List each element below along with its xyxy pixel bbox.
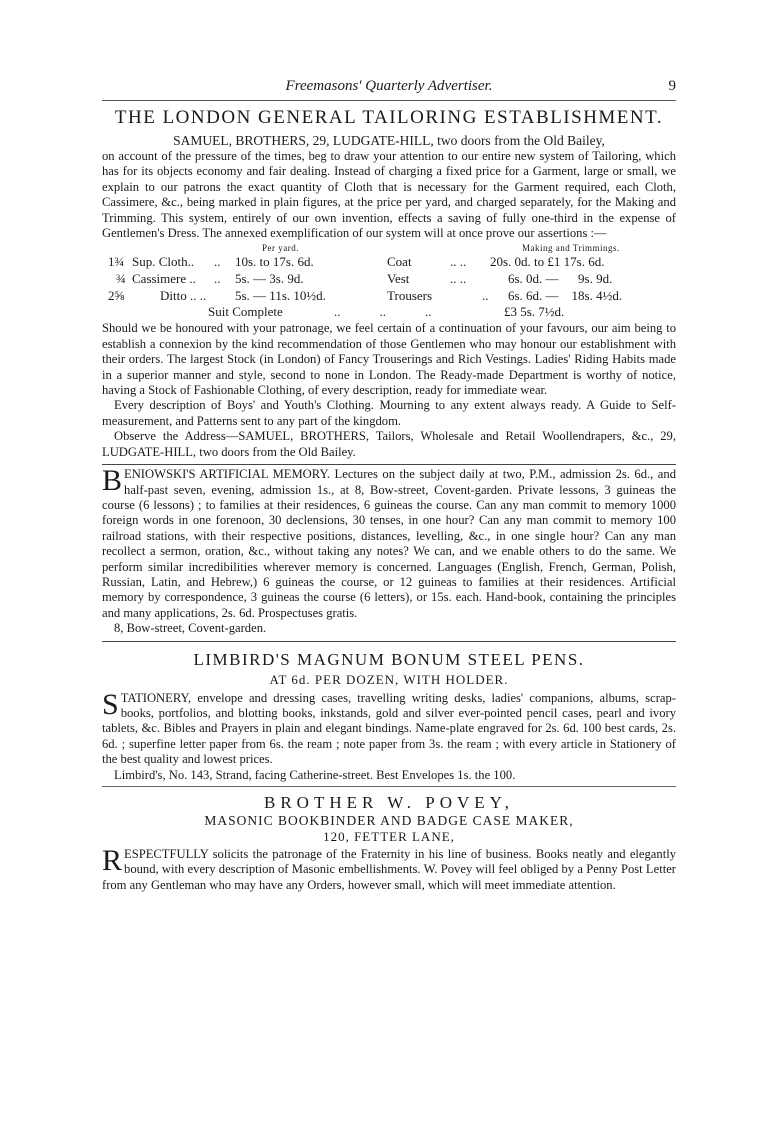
tailoring-title: THE LONDON GENERAL TAILORING ESTABLISHMENT.: [114, 107, 664, 128]
bookbinder-address: 120, FETTER LANE,: [323, 829, 455, 844]
row1-price: 10s. to 17s. 6d.: [235, 254, 314, 270]
pens-title: LIMBIRD'S MAGNUM BONUM STEEL PENS.: [193, 649, 585, 669]
row1-garment: Coat: [387, 254, 412, 270]
memory-dropcap: B: [102, 464, 123, 498]
memory-advert: [102, 464, 676, 636]
suit-label: Suit Complete: [208, 304, 283, 320]
row2-dots: ..: [214, 271, 221, 287]
running-header: [102, 78, 676, 101]
bookbinder-dropcap: R: [102, 844, 123, 877]
price-table: [102, 243, 676, 320]
row1-cloth: Sup. Cloth..: [132, 254, 195, 270]
row1-dots2: .. ..: [450, 254, 467, 270]
divider: [102, 641, 676, 642]
row1-qty: 1¾: [108, 254, 125, 270]
row3-qty: 2⅝: [108, 288, 125, 304]
row2-qty: ¾: [116, 271, 126, 287]
row2-garment: Vest: [387, 271, 410, 287]
row3-price: 5s. — 11s. 10½d.: [235, 288, 326, 304]
suit-dots: .. .. ..: [334, 304, 432, 320]
row3-cloth: Ditto .. ..: [160, 288, 207, 304]
pens-advert: [102, 650, 676, 783]
bookbinder-subtitle: MASONIC BOOKBINDER AND BADGE CASE MAKER,: [204, 813, 574, 828]
tailoring-intro: on account of the pressure of the times, beg to draw your attention to our entire new system of Tailoring, which has for its objects economy and fair dealing. Instead of charging a fixed price for a Garment, large or small, we explain to our patrons the exact quantity of Cloth that is necessary for the Garment required, each Cloth, Cassimere, &c., being marked in plain figures, at the price per yard, and charged separately, for the Making and Trimming. This system, entirely of our own invention, effects a saving of fully one-third in the expense of Gentlemen's Dress. The annexed exemplification of our system will at once prove our assertions :—: [102, 149, 676, 241]
row2-making: 6s. 0d. — 9s. 9d.: [508, 271, 613, 287]
row3-making: 6s. 6d. — 18s. 4½d.: [508, 288, 623, 304]
row2-dots2: .. ..: [450, 271, 467, 287]
suit-price: £3 5s. 7½d.: [504, 304, 565, 320]
tailoring-address: Observe the Address—SAMUEL, BROTHERS, Tailors, Wholesale and Retail Woollendrapers, &c., 29, LUDGATE-HILL, two doors from the Old Bailey.: [102, 429, 676, 459]
memory-text: ENIOWSKI'S ARTIFICIAL MEMORY. Lectures on the subject daily at two, P.M., admission 2s. 6d., and half-past seven, evening, admission 1s., at 8, Bow-street, Covent-garden. Private lessons, 3 guineas the course (6 lessons) ; to families at their residences, 6 guineas the course. Can any man commit to memory 1000 foreign words in one forenoon, 30 declensions, 30 tenses, in one hour? Can any man commit to memory 100 railroad stations, with their respective positions, distances, levelling, &c., in one single hour? Can any man recollect a sermon, oration, &c., without taking any notes? We can, and we enable others to do the same. We perform similar incredibilities wherever memory is concerned. Languages (English, French, German, Polish, Russian, Latin, and Hebrew,) 6 guineas the course, or 12 guineas to families at their residences. Artificial memory by correspondence, 3 guineas the course (6 letters), or 15s. each. Hand-book, containing the principles and many applications, 2s. 6d. Prospectuses gratis.: [102, 467, 676, 620]
making-heading: Making and Trimmings.: [522, 243, 620, 254]
row2-cloth: Cassimere ..: [132, 271, 196, 287]
tailoring-para-2: Should we be honoured with your patronage, we feel certain of a continuation of your favours, our aim being to establish a connexion by the kind recommendation of those Gentlemen who may honour our establishment with their orders. The largest Stock (in London) of Fancy Trouserings and Rich Vestings. Ladies' Riding Habits made in a superior manner and style, second to none in London. The Ready-made Department is worthy of notice, having a Stock of Fashionable Clothing, of every description, ready for immediate wear.: [102, 321, 676, 398]
bookbinder-title: BROTHER W. POVEY,: [264, 793, 514, 812]
tailoring-para-3: Every description of Boys' and Youth's Clothing. Mourning to any extent always ready. A Guide to Self-measurement, and Patterns sent to any part of the kingdom.: [102, 398, 676, 428]
pens-subtitle: AT 6d. PER DOZEN, WITH HOLDER.: [269, 671, 509, 687]
running-title: Freemasons' Quarterly Advertiser.: [285, 78, 493, 94]
row3-dots2: ..: [482, 288, 489, 304]
row1-making: 20s. 0d. to £1 17s. 6d.: [490, 254, 605, 270]
bookbinder-text: ESPECTFULLY solicits the patronage of the Fraternity in his line of business. Books neatly and elegantly bound, with every description of Masonic embellishments. W. Povey will feel obliged by a Penny Post Letter from any Gentleman who may have any Orders, however small, which will meet immediate attention.: [102, 847, 676, 892]
pens-dropcap: S: [102, 687, 119, 721]
row2-price: 5s. — 3s. 9d.: [235, 271, 304, 287]
tailoring-subtitle: SAMUEL, BROTHERS, 29, LUDGATE-HILL, two doors from the Old Bailey,: [173, 133, 605, 148]
row3-garment: Trousers: [387, 288, 433, 304]
page-number: 9: [668, 78, 676, 94]
divider: [102, 786, 676, 787]
page: [102, 78, 676, 893]
tailoring-advert: [102, 107, 676, 460]
divider: [102, 464, 676, 465]
memory-address: 8, Bow-street, Covent-garden.: [114, 621, 267, 636]
row1-dots: ..: [214, 254, 221, 270]
pens-text: TATIONERY, envelope and dressing cases, travelling writing desks, ladies' companions, albums, scrap-books, portfolios, and blotting books, inkstands, gold and silver ever-pointed pencil cases, pearl and ivory tablets, &c. Bibles and Prayers in plain and elegant bindings. Name-plate engraved for 2s. 6d. 100 best cards, 2s. 6d. ; superfine letter paper from 6s. the ream ; note paper from 3s. the ream ; with every article in Stationery of the best quality and lowest prices.: [102, 690, 676, 767]
pens-footer: Limbird's, No. 143, Strand, facing Catherine-street. Best Envelopes 1s. the 100.: [114, 767, 516, 782]
bookbinder-advert: [102, 793, 676, 893]
per-yard-heading: Per yard.: [262, 243, 299, 254]
